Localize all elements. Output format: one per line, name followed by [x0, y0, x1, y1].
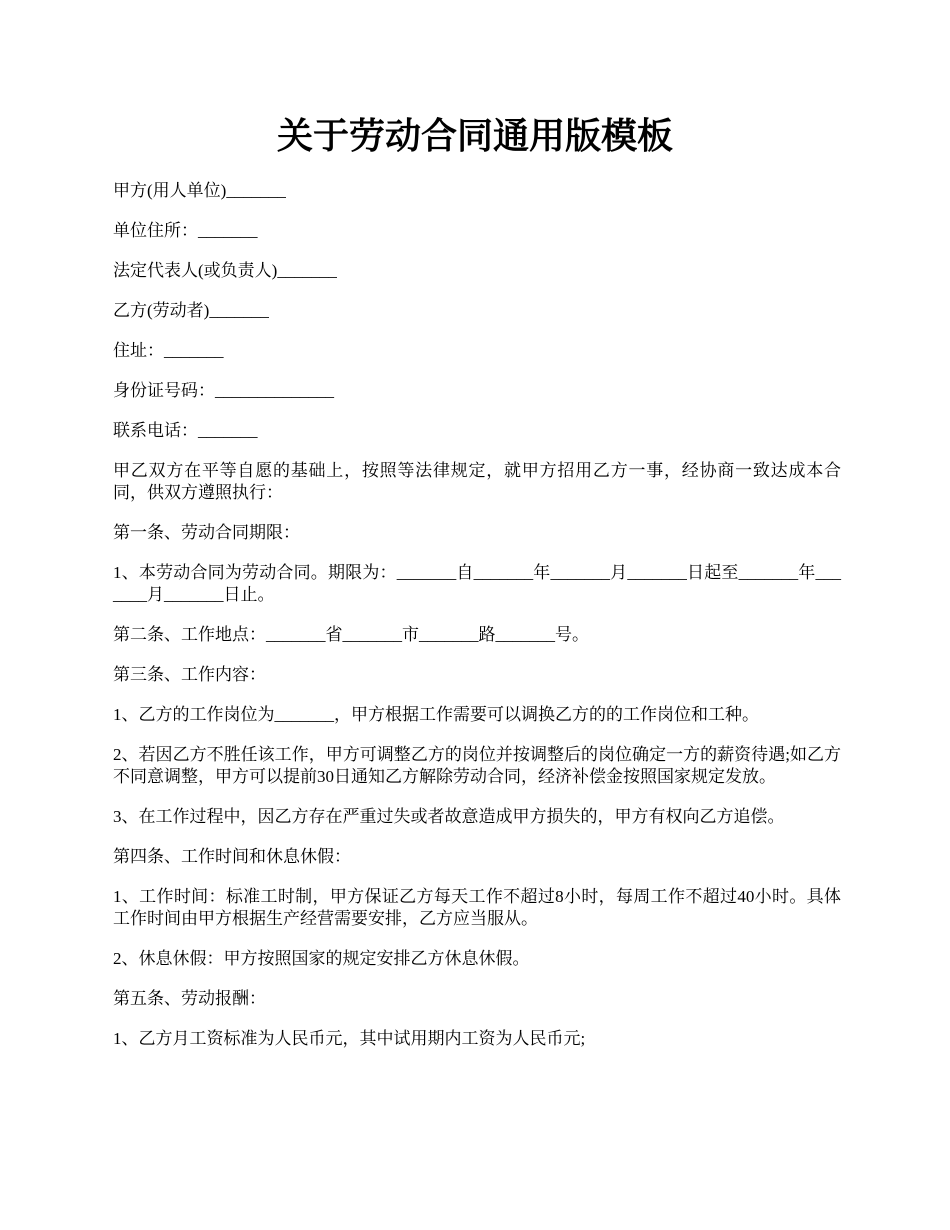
article-1-heading: 第一条、劳动合同期限： — [113, 523, 300, 542]
document-body — [113, 180, 841, 1068]
contact-phone: 联系电话：_______ — [113, 421, 258, 440]
document-title: 关于劳动合同通用版模板 — [276, 116, 673, 156]
article-4-clause-1: 1、工作时间：标准工时制，甲方保证乙方每天工作不超过8小时，每周工作不超过40小时。具体工作时间由甲方根据生产经营需要安排，乙方应当服从。 — [113, 887, 841, 928]
article-5-heading: 第五条、劳动报酬： — [113, 989, 266, 1008]
party-a-name: 甲方(用人单位)_______ — [113, 181, 286, 200]
article-1-clause-1: 1、本劳动合同为劳动合同。期限为：_______自_______年_______月_______日起至_______年_______月_______日止。 — [113, 563, 841, 604]
article-5-clause-1: 1、乙方月工资标准为人民币元，其中试用期内工资为人民币元; — [113, 1029, 586, 1048]
party-b-address: 住址：_______ — [113, 341, 224, 360]
article-3-clause-3: 3、在工作过程中，因乙方存在严重过失或者故意造成甲方损失的，甲方有权向乙方追偿。 — [113, 807, 785, 826]
party-a-address: 单位住所：_______ — [113, 221, 258, 240]
article-3-heading: 第三条、工作内容： — [113, 665, 266, 684]
article-4-heading: 第四条、工作时间和休息休假： — [113, 847, 351, 866]
id-number: 身份证号码：______________ — [113, 381, 334, 400]
article-3-clause-1: 1、乙方的工作岗位为_______，甲方根据工作需要可以调换乙方的的工作岗位和工种。 — [113, 705, 759, 724]
legal-representative: 法定代表人(或负责人)_______ — [113, 261, 337, 280]
article-4-clause-2: 2、休息休假：甲方按照国家的规定安排乙方休息休假。 — [113, 949, 530, 968]
article-2: 第二条、工作地点：_______省_______市_______路_______号。 — [113, 625, 589, 644]
party-b-name: 乙方(劳动者)_______ — [113, 301, 269, 320]
article-3-clause-2: 2、若因乙方不胜任该工作，甲方可调整乙方的岗位并按调整后的岗位确定一方的薪资待遇;如乙方不同意调整，甲方可以提前30日通知乙方解除劳动合同，经济补偿金按照国家规定发放。 — [113, 745, 841, 786]
preamble: 甲乙双方在平等自愿的基础上，按照等法律规定，就甲方招用乙方一事，经协商一致达成本合同，供双方遵照执行： — [113, 461, 841, 502]
